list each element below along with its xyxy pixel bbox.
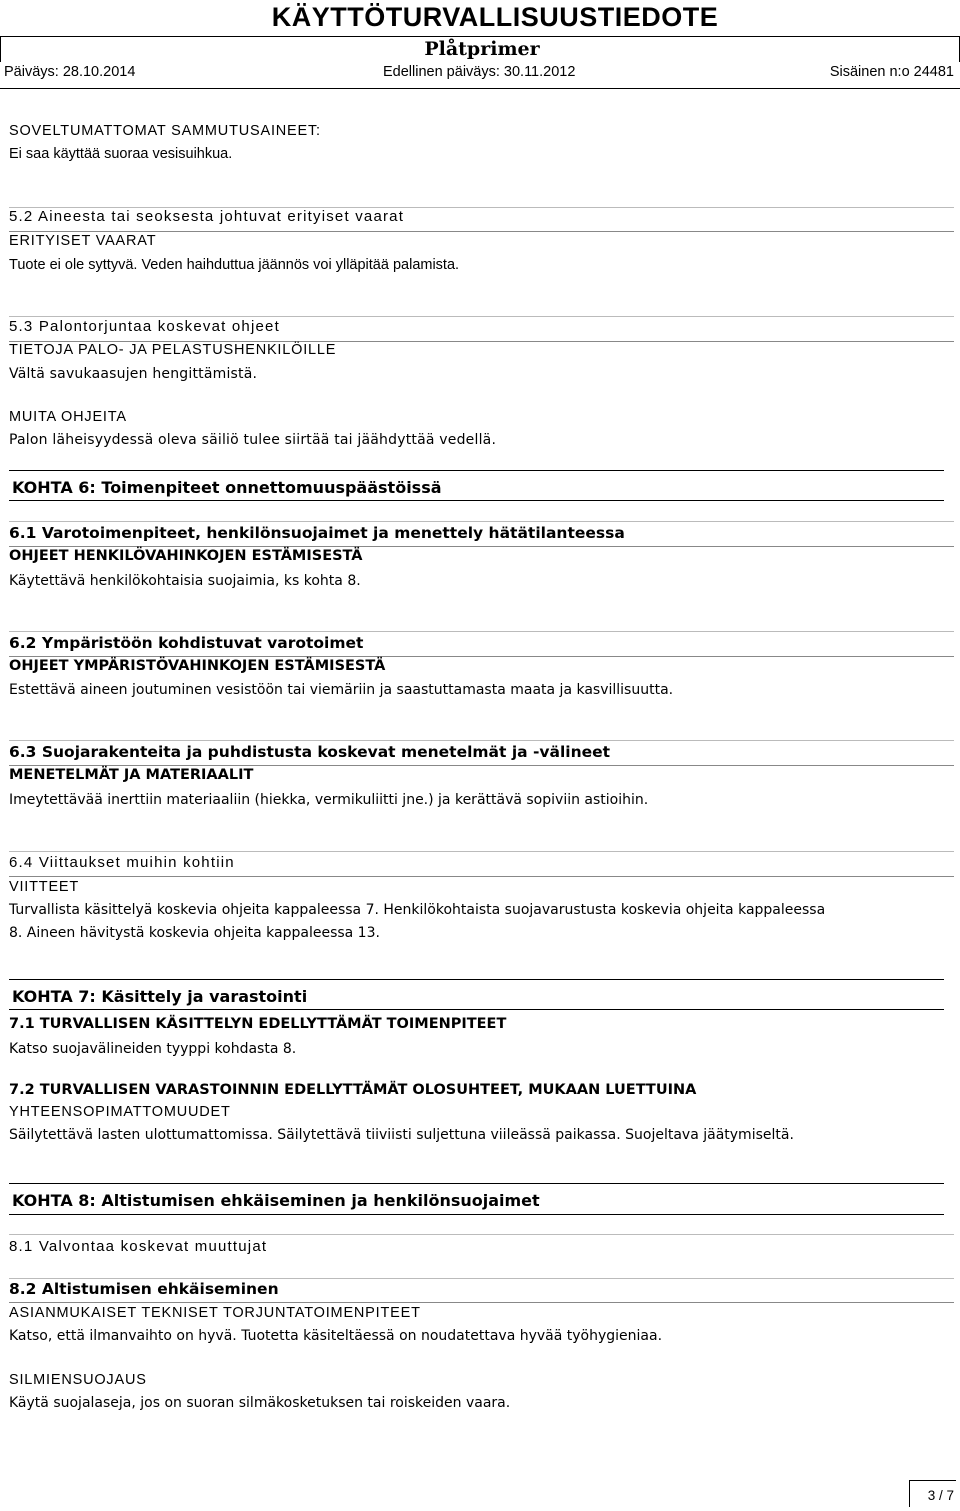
references-text-line-2: 8. Aineen hävitystä koskevia ohjeita kappaleessa 13. xyxy=(9,925,380,941)
engineering-controls-text: Katso, että ilmanvaihto on hyvä. Tuotetta käsiteltäessä on noudatettava hyvää työhygieniaa. xyxy=(9,1328,663,1344)
section-6-3-title: 6.3 Suojarakenteita ja puhdistusta koskevat menetelmät ja -välineet xyxy=(9,743,611,761)
methods-materials-label: MENETELMÄT JA MATERIAALIT xyxy=(9,767,254,783)
section-5-3-title: 5.3 Palontorjuntaa koskevat ohjeet xyxy=(9,318,280,335)
issue-date: Päiväys: 28.10.2014 xyxy=(4,64,136,80)
page-number: 3 / 7 xyxy=(909,1480,956,1507)
document-title: KÄYTTÖTURVALLISUUSTIEDOTE xyxy=(271,2,719,32)
references-label: VIITTEET xyxy=(9,879,80,895)
other-instructions-label: MUITA OHJEITA xyxy=(9,409,127,425)
section-rule xyxy=(9,500,944,501)
section-rule xyxy=(9,470,944,471)
unsuitable-extinguishing-text: Ei saa käyttää suoraa vesisuihkua. xyxy=(9,146,233,162)
section-rule xyxy=(9,1183,944,1184)
eye-protection-label: SILMIENSUOJAUS xyxy=(9,1372,147,1388)
divider xyxy=(9,521,954,522)
section-6-2-title: 6.2 Ympäristöön kohdistuvat varotoimet xyxy=(9,634,364,652)
product-name: Plåtprimer xyxy=(424,38,540,60)
section-7-1-text: Katso suojavälineiden tyyppi kohdasta 8. xyxy=(9,1041,297,1057)
special-hazards-label: ERITYISET VAARAT xyxy=(9,233,157,249)
internal-number: Sisäinen n:o 24481 xyxy=(829,64,954,80)
environmental-label: OHJEET YMPÄRISTÖVAHINKOJEN ESTÄMISESTÄ xyxy=(9,658,386,674)
engineering-controls-label: ASIANMUKAISET TEKNISET TORJUNTATOIMENPITEET xyxy=(9,1305,421,1321)
section-6-1-title: 6.1 Varotoimenpiteet, henkilönsuojaimet ja menettely hätätilanteessa xyxy=(9,524,625,542)
personal-injury-label: OHJEET HENKILÖVAHINKOJEN ESTÄMISESTÄ xyxy=(9,548,363,564)
eye-protection-text: Käytä suojalaseja, jos on suoran silmäkosketuksen tai roiskeiden vaara. xyxy=(9,1395,511,1411)
divider xyxy=(9,740,954,741)
divider xyxy=(9,765,954,766)
section-rule xyxy=(9,1214,944,1215)
section-7-heading: KOHTA 7: Käsittely ja varastointi xyxy=(12,987,308,1006)
environmental-text: Estettävä aineen joutuminen vesistöön tai viemäriin ja saastuttamasta maata ja kasvillisuutta. xyxy=(9,682,674,698)
firefighter-info-text: Vältä savukaasujen hengittämistä. xyxy=(9,366,258,382)
divider xyxy=(9,631,954,632)
section-6-heading: KOHTA 6: Toimenpiteet onnettomuuspäästöissä xyxy=(12,478,442,497)
divider xyxy=(9,851,954,852)
section-8-1-title: 8.1 Valvontaa koskevat muuttujat xyxy=(9,1238,268,1255)
divider xyxy=(9,316,954,317)
section-8-heading: KOHTA 8: Altistumisen ehkäiseminen ja henkilönsuojaimet xyxy=(12,1191,540,1210)
methods-materials-text: Imeytettävää inerttiin materiaaliin (hiekka, vermikuliitti jne.) ja kerättävä sopiviin astioihin. xyxy=(9,792,649,808)
header-top-rule xyxy=(0,36,960,37)
divider xyxy=(9,1302,954,1303)
personal-injury-text: Käytettävä henkilökohtaisia suojaimia, ks kohta 8. xyxy=(9,573,361,589)
unsuitable-extinguishing-label: SOVELTUMATTOMAT SAMMUTUSAINEET: xyxy=(9,123,321,139)
section-7-2-title: 7.2 TURVALLISEN VARASTOINNIN EDELLYTTÄMÄT OLOSUHTEET, MUKAAN LUETTUINA xyxy=(9,1082,697,1098)
section-rule xyxy=(9,1009,944,1010)
storage-text: Säilytettävä lasten ulottumattomissa. Säilytettävä tiiviisti suljettuna viileässä paikassa. Suojeltava jäätymiseltä. xyxy=(9,1127,794,1143)
section-8-2-title: 8.2 Altistumisen ehkäiseminen xyxy=(9,1280,279,1298)
references-text-line-1: Turvallista käsittelyä koskevia ohjeita kappaleessa 7. Henkilökohtaista suojavarustusta koskevia ohjeita kappaleessa xyxy=(9,902,826,918)
other-instructions-text: Palon läheisyydessä oleva säiliö tulee siirtää tai jäähdyttää vedellä. xyxy=(9,432,497,448)
divider xyxy=(9,1278,954,1279)
divider xyxy=(9,546,954,547)
divider xyxy=(9,231,954,232)
header-bottom-rule xyxy=(0,88,960,89)
divider xyxy=(9,1234,954,1235)
previous-date: Edellinen päiväys: 30.11.2012 xyxy=(383,64,576,80)
divider xyxy=(9,876,954,877)
section-7-1-title: 7.1 TURVALLISEN KÄSITTELYN EDELLYTTÄMÄT TOIMENPITEET xyxy=(9,1016,507,1032)
incompatibilities-label: YHTEENSOPIMATTOMUUDET xyxy=(9,1104,231,1120)
special-hazards-text: Tuote ei ole syttyvä. Veden haihduttua jäännös voi ylläpitää palamista. xyxy=(9,257,460,273)
firefighter-info-label: TIETOJA PALO- JA PELASTUSHENKILÖILLE xyxy=(9,342,337,358)
section-5-2-title: 5.2 Aineesta tai seoksesta johtuvat erityiset vaarat xyxy=(9,208,405,225)
divider xyxy=(9,656,954,657)
section-6-4-title: 6.4 Viittaukset muihin kohtiin xyxy=(9,854,235,871)
section-rule xyxy=(9,979,944,980)
